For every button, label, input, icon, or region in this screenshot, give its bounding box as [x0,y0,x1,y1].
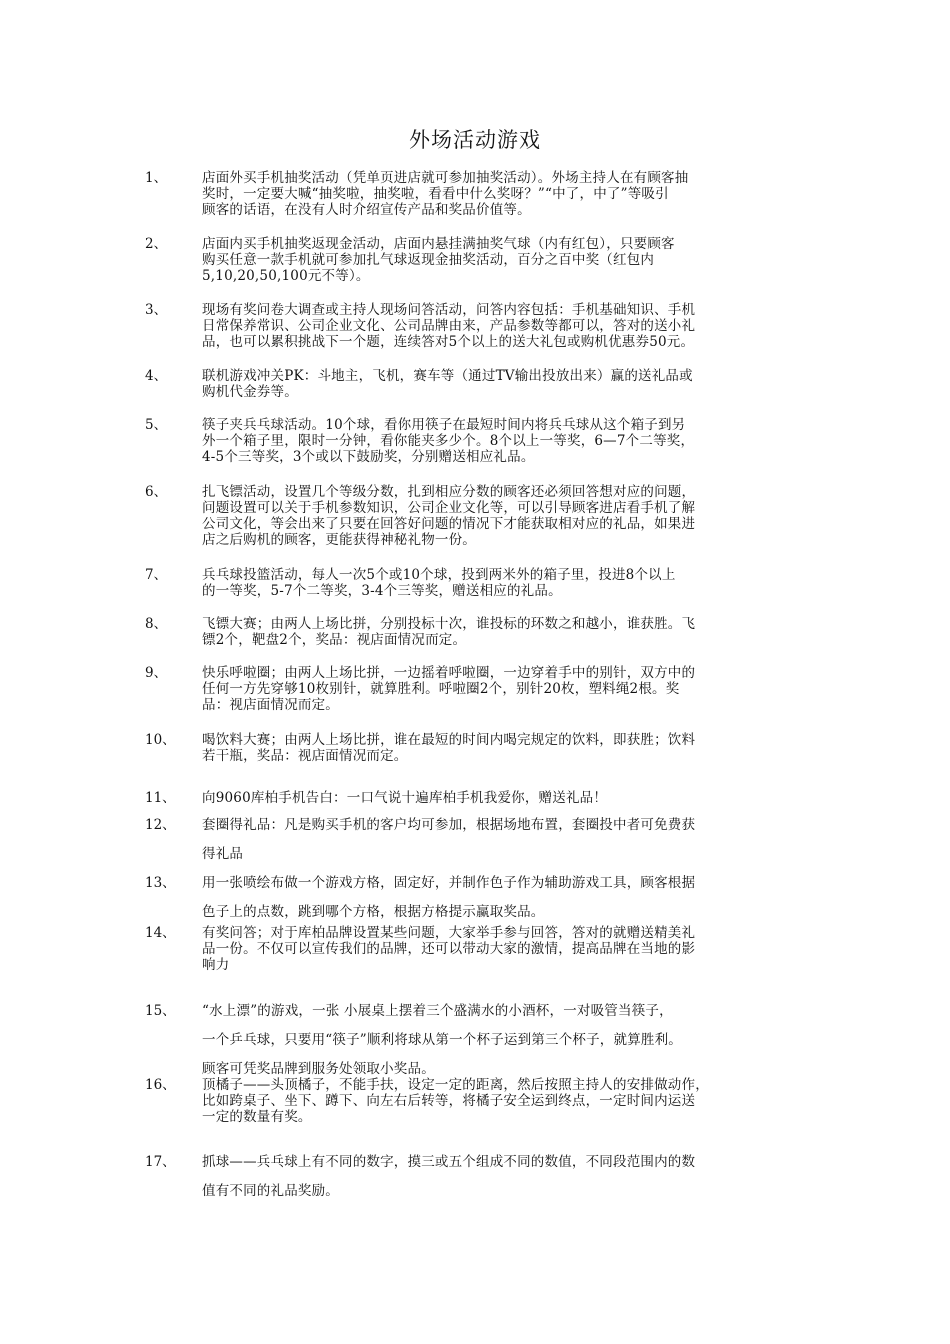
item-text: “水上漂”的游戏，一张 小展桌上摆着三个盛满水的小酒杯，一对吸管当筷子， 一个乒乓球，只要用“筷子”顺利将球从第一个杯子运到第三个杯子，就算胜利。 顾客可凭奖品牌到服务处领取小奖品。 [202,1003,683,1077]
item-text: 有奖问答；对于库柏品牌设置某些问题，大家举手参与回答，答对的就赠送精美礼 品一份。不仅可以宣传我们的品牌，还可以带动大家的激情，提高品牌在当地的影 响力 [202,925,696,973]
item-number: 14、 [145,925,176,941]
item-number: 13、 [145,875,176,891]
item-number: 2、 [145,236,168,252]
item-number: 10、 [145,732,176,748]
item-text: 顶橘子——头顶橘子，不能手扶，设定一定的距离，然后按照主持人的安排做动作， 比如跨桌子、坐下、蹲下、向左右后转等，将橘子安全运到终点，一定时间内运送 一定的数量有奖。 [202,1077,709,1125]
item-number: 6、 [145,484,168,500]
item-text: 店面外买手机抽奖活动（凭单页进店就可参加抽奖活动）。外场主持人在有顾客抽 奖时，一定要大喊“抽奖啦，抽奖啦，看看中什么奖呀？”“中了，中了”等吸引 顾客的话语，在没有人时介绍宣传产品和奖品价值等。 [202,170,689,218]
item-text: 向9060库柏手机告白：一口气说十遍库柏手机我爱你，赠送礼品！ [202,790,608,806]
item-text: 飞镖大赛；由两人上场比拼，分别投标十次，谁投标的环数之和越小，谁获胜。飞 镖2个，靶盘2个，奖品：视店面情况而定。 [202,616,696,648]
document-title: 外场活动游戏 [409,128,541,152]
item-text: 联机游戏冲关PK：斗地主，飞机，赛车等（通过TV输出投放出来）赢的送礼品或 购机代金券等。 [202,368,693,400]
item-text: 兵乓球投篮活动，每人一次5个或10个球，投到两米外的箱子里，投进8个以上 的一等奖，5-7个二等奖，3-4个三等奖，赠送相应的礼品。 [202,567,676,599]
item-number: 7、 [145,567,168,583]
item-text: 店面内买手机抽奖返现金活动，店面内悬挂满抽奖气球（内有红包），只要顾客 购买任意一款手机就可参加扎气球返现金抽奖活动，百分之百中奖（红包内 5,10,20,50,100元不等）。 [202,236,675,284]
item-text: 抓球——兵乓球上有不同的数字，摸三或五个组成不同的数值，不同段范围内的数 值有不同的礼品奖励。 [202,1154,696,1199]
item-number: 9、 [145,665,168,681]
item-number: 4、 [145,368,168,384]
item-number: 17、 [145,1154,176,1170]
item-text: 套圈得礼品：凡是购买手机的客户均可参加，根据场地布置，套圈投中者可免费获 得礼品 [202,817,696,862]
item-number: 12、 [145,817,176,833]
item-text: 扎飞镖活动，设置几个等级分数，扎到相应分数的顾客还必须回答想对应的问题， 问题设置可以关于手机参数知识，公司企业文化等，可以引导顾客进店看手机了解 公司文化，等会出来了只要在回答好问题的情况下才能获取相对应的礼品，如果进 店之后购机的顾客，更能获得神秘礼物一份。 [202,484,696,548]
item-number: 16、 [145,1077,176,1093]
item-text: 现场有奖问卷大调查或主持人现场问答活动，问答内容包括：手机基础知识、手机 日常保养常识、公司企业文化、公司品牌由来，产品参数等都可以，答对的送小礼 品，也可以累积挑战下一个题，连续答对5个以上的送大礼包或购机优惠券50元。 [202,302,696,350]
item-number: 5、 [145,417,168,433]
item-text: 用一张喷绘布做一个游戏方格，固定好，并制作色子作为辅助游戏工具，顾客根据 色子上的点数，跳到哪个方格，根据方格提示赢取奖品。 [202,875,696,920]
item-number: 1、 [145,170,168,186]
item-text: 筷子夹兵乓球活动。10个球，看你用筷子在最短时间内将兵乓球从这个箱子到另 外一个箱子里，限时一分钟，看你能夹多少个。8个以上一等奖，6—7个二等奖， 4-5个三等奖，3个或以下鼓励奖，分别赠送相应礼品。 [202,417,695,465]
item-number: 3、 [145,302,168,318]
item-number: 15、 [145,1003,176,1019]
item-number: 8、 [145,616,168,632]
item-number: 11、 [145,790,176,806]
item-text: 喝饮料大赛；由两人上场比拼，谁在最短的时间内喝完规定的饮料，即获胜；饮料 若干瓶，奖品：视店面情况而定。 [202,732,696,764]
item-text: 快乐呼啦圈；由两人上场比拼，一边摇着呼啦圈，一边穿着手中的别针，双方中的 任何一方先穿够10枚别针，就算胜利。呼啦圈2个，别针20枚，塑料绳2根。奖 品：视店面情况而定。 [202,665,696,713]
